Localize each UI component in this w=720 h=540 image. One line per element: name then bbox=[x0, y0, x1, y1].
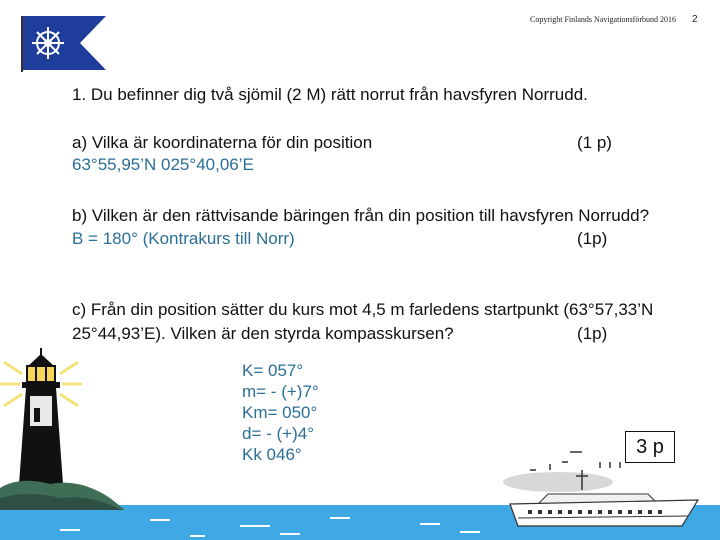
copyright-text: Copyright Finlands Navigationsförbund 2016 bbox=[530, 15, 676, 24]
part-b-points: (1p) bbox=[577, 229, 608, 248]
navigation-flag-icon bbox=[18, 14, 108, 72]
calc-line-d: d= - (+)4° bbox=[242, 424, 314, 443]
part-a-question: a) Vilka är koordinaterna för din position bbox=[72, 133, 373, 152]
part-b-answer: B = 180° (Kontrakurs till Norr) bbox=[72, 229, 295, 248]
question-1: 1. Du befinner dig två sjömil (2 M) rätt norrut från havsfyren Norrudd. bbox=[72, 85, 588, 104]
calc-line-k: K= 057° bbox=[242, 361, 304, 380]
cruise-ship-icon bbox=[498, 470, 703, 532]
calc-line-km: Km= 050° bbox=[242, 403, 318, 422]
part-c-question-line2: 25°44,93’E). Vilken är den styrda kompasskursen? bbox=[72, 324, 454, 343]
part-b-question: b) Vilken är den rättvisande bäringen från din position till havsfyren Norrudd? bbox=[72, 206, 650, 225]
part-c-question-line1: c) Från din position sätter du kurs mot 4,5 m farledens startpunkt (63°57,33’N bbox=[72, 300, 654, 319]
lighthouse-icon bbox=[0, 348, 130, 520]
compass-calculation bbox=[242, 360, 319, 465]
calc-line-m: m= - (+)7° bbox=[242, 382, 319, 401]
part-c-points: (1p) bbox=[577, 324, 608, 343]
score-box: 3 p bbox=[625, 431, 675, 463]
page-number: 2 bbox=[692, 14, 698, 25]
part-a-points: (1 p) bbox=[577, 133, 612, 152]
buoy-marks-icon bbox=[520, 448, 630, 472]
part-a-answer: 63°55,95’N 025°40,06’E bbox=[72, 155, 254, 174]
calc-line-kk: Kk 046° bbox=[242, 445, 302, 464]
